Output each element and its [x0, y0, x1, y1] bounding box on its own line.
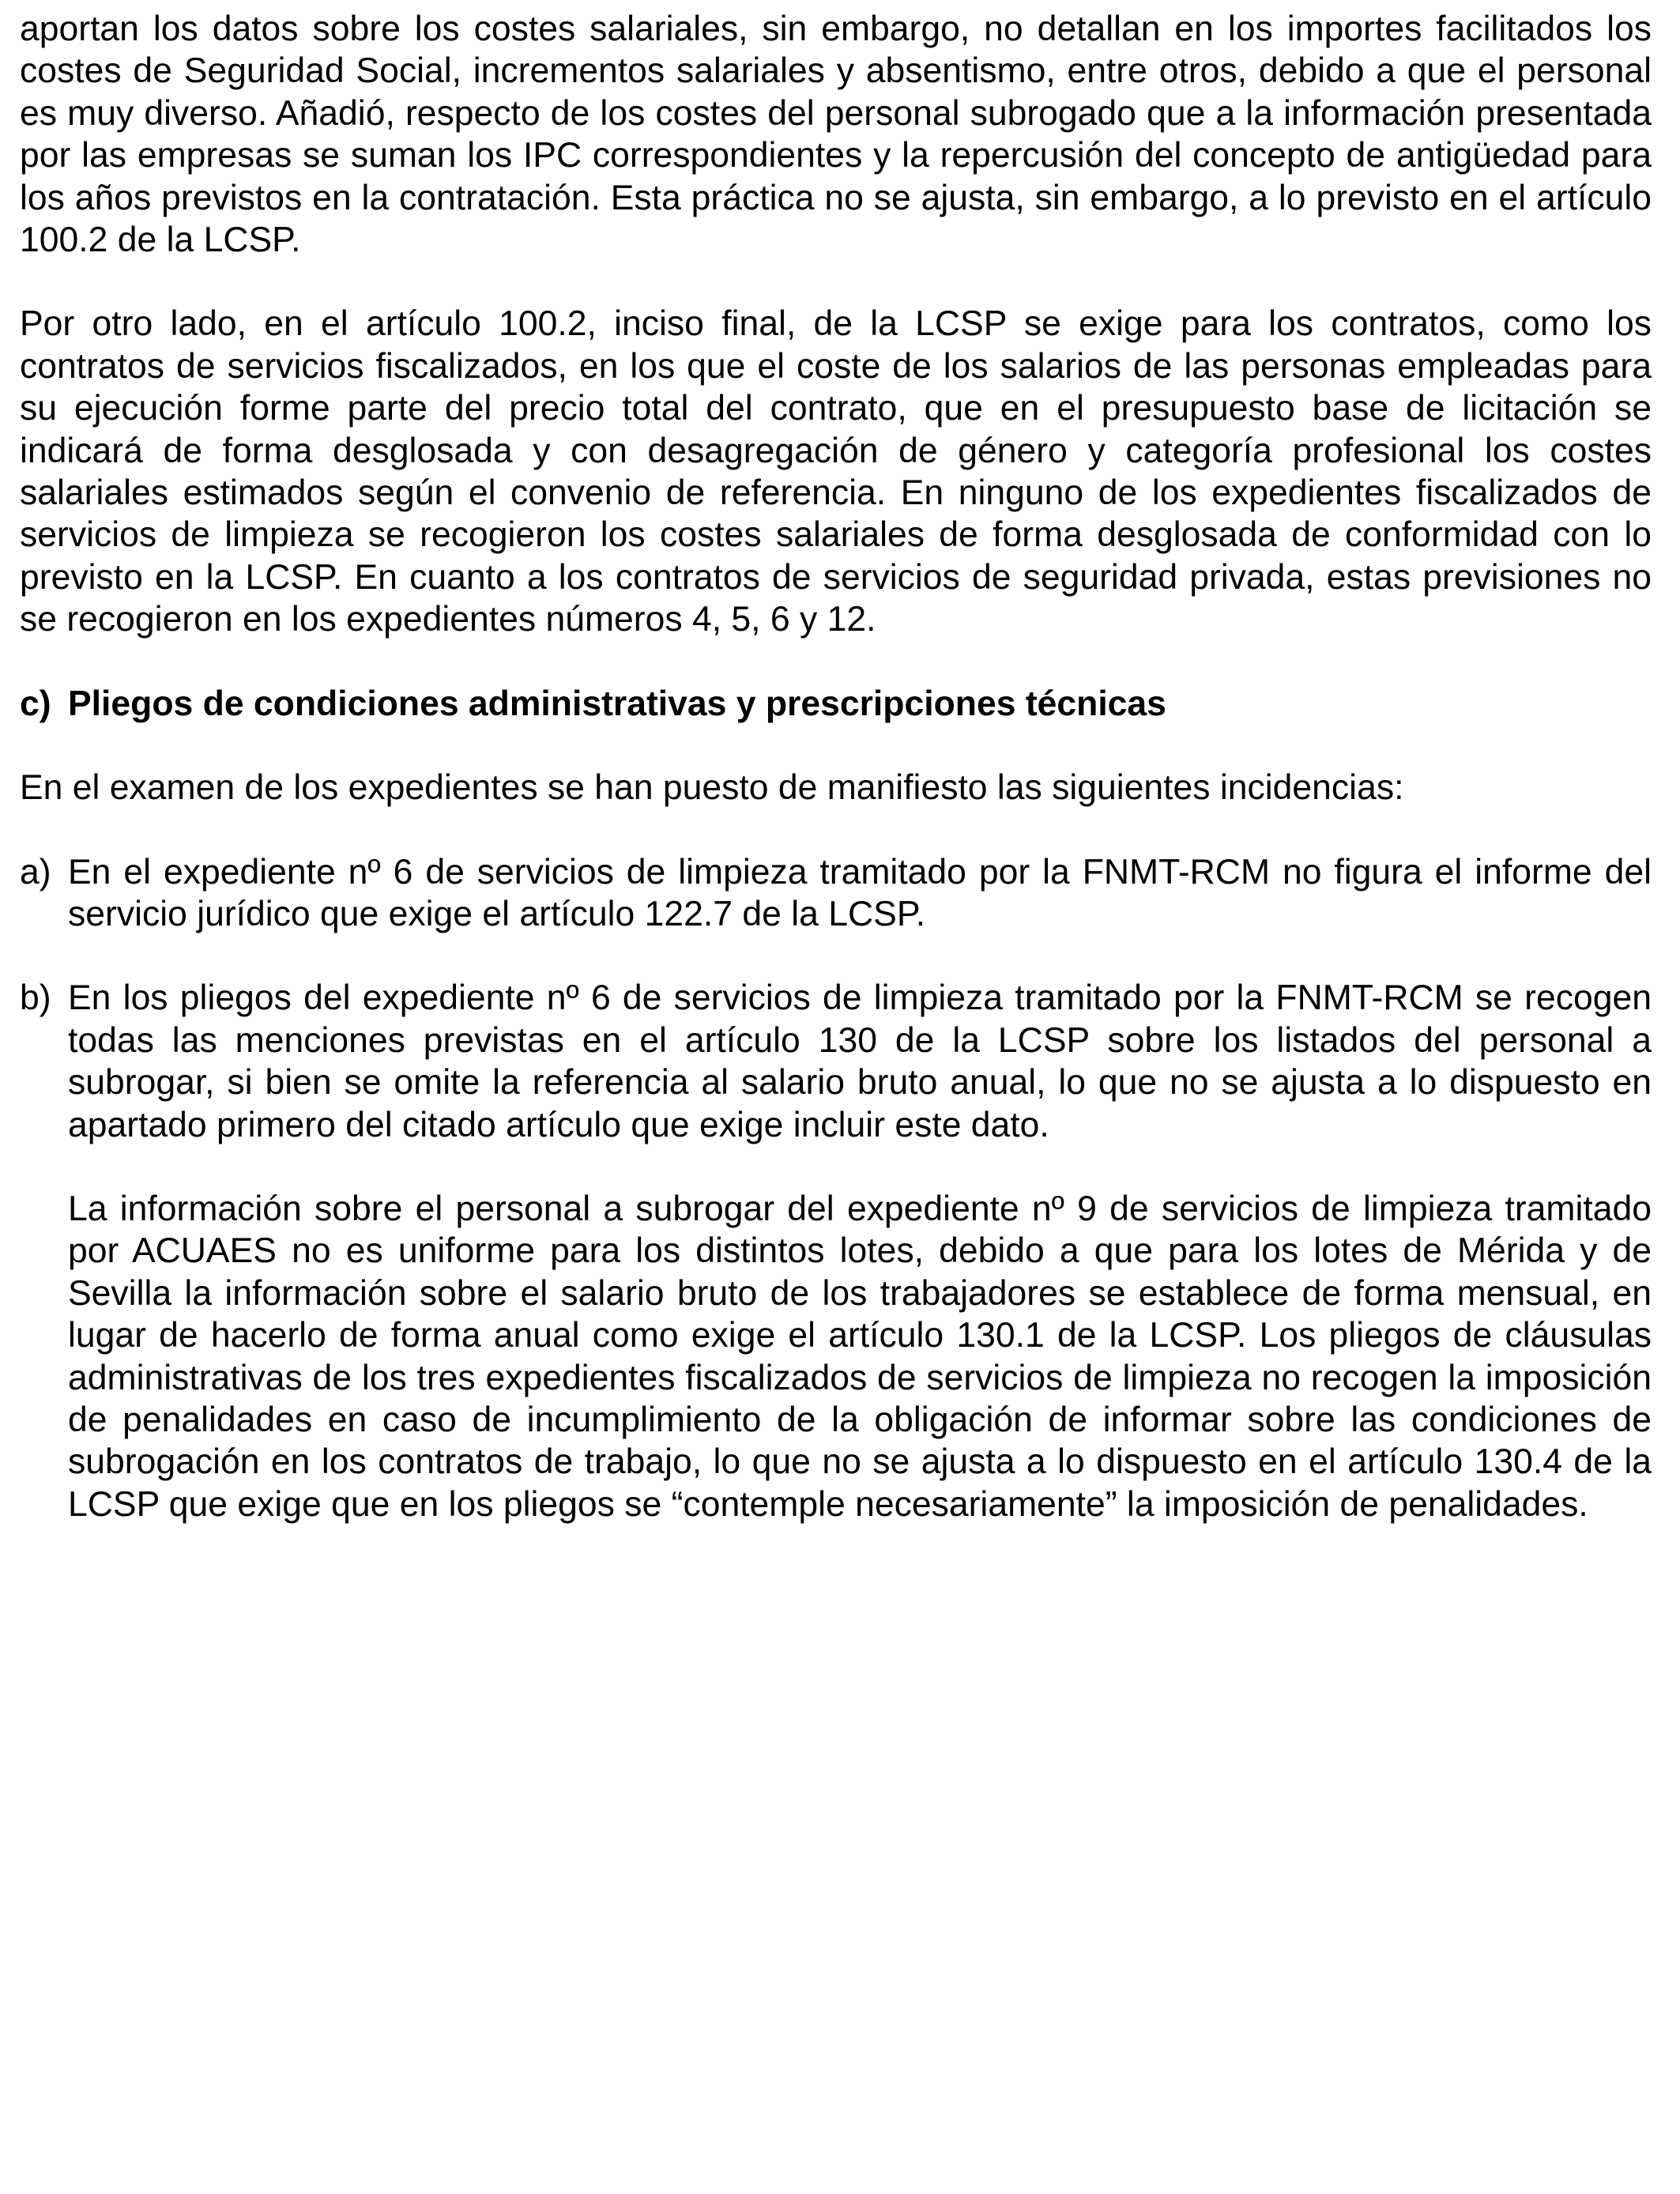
paragraph-salary-costs-details: aportan los datos sobre los costes salariales, sin embargo, no detallan en los importes facilitados los costes de Seguridad Social, incrementos salariales y absentismo, entre otros, debido a que el personal es muy diverso. Añadió, respecto de los costes del personal subrogado que a la información presentada por las empresas se suman los IPC correspondientes y la repercusión del concepto de antigüedad para los años previstos en la contratación. Esta práctica no se ajusta, sin embargo, a lo previsto en el artículo 100.2 de la LCSP. [20, 9, 1652, 260]
list-item-a [20, 851, 1652, 936]
document-page [20, 8, 1652, 1567]
list-marker-a: a) [20, 852, 51, 892]
list-item-b [20, 977, 1652, 1525]
section-c-intro: En el examen de los expedientes se han puesto de manifiesto las siguientes incidencias: [20, 768, 1404, 808]
paragraph-article-100-2: Por otro lado, en el artículo 100.2, inciso final, de la LCSP se exige para los contratos, como los contratos de servicios fiscalizados, en los que el coste de los salarios de las personas empleadas para su ejecución forme parte del precio total del contrato, que en el presupuesto base de licitación se indicará de forma desglosada y con desagregación de género y categoría profesional los costes salariales estimados según el convenio de referencia. En ninguno de los expedientes fiscalizados de servicios de limpieza se recogieron los costes salariales de forma desglosada de conformidad con lo previsto en la LCSP. En cuanto a los contratos de servicios de seguridad privada, estas previsiones no se recogieron en los expedientes números 4, 5, 6 y 12. [20, 304, 1652, 639]
section-c-letter: c) [20, 684, 51, 723]
list-item-a-paragraph: En el expediente nº 6 de servicios de limpieza tramitado por la FNMT-RCM no figura el informe del servicio jurídico que exige el artículo 122.7 de la LCSP. [68, 852, 1652, 933]
list-marker-b: b) [20, 978, 51, 1018]
list-item-b-paragraph-1: En los pliegos del expediente nº 6 de servicios de limpieza tramitado por la FNMT-RCM se recogen todas las menciones previstas en el artículo 130 de la LCSP sobre los listados del personal a subrogar, si bien se omite la referencia al salario bruto anual, lo que no se ajusta a lo dispuesto en apartado primero del citado artículo que exige incluir este dato. [68, 978, 1652, 1144]
section-c-title: Pliegos de condiciones administrativas y prescripciones técnicas [68, 684, 1166, 723]
list-item-b-paragraph-2: La información sobre el personal a subrogar del expediente nº 9 de servicios de limpieza tramitado por ACUAES no es uniforme para los distintos lotes, debido a que para los lotes de Mérida y de Sevilla la información sobre el salario bruto de los trabajadores se establece de forma mensual, en lugar de hacerlo de forma anual como exige el artículo 130.1 de la LCSP. Los pliegos de cláusulas administrativas de los tres expedientes fiscalizados de servicios de limpieza no recogen la imposición de penalidades en caso de incumplimiento de la obligación de informar sobre las condiciones de subrogación en los contratos de trabajo, lo que no se ajusta a lo dispuesto en el artículo 130.4 de la LCSP que exige que en los pliegos se “contemple necesariamente” la imposición de penalidades. [68, 1189, 1652, 1524]
section-c-heading [20, 683, 1652, 725]
